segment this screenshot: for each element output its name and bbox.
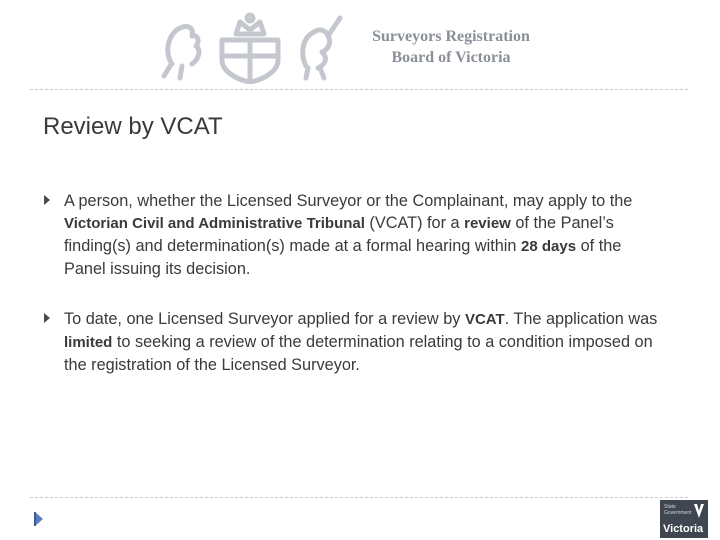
org-name-line1: Surveyors Registration [372,28,530,45]
footer-divider [30,497,688,498]
bullet-text-segment: of the Panel issuing its decision. [64,237,622,278]
emphasis-28-days: 28 days [521,238,577,255]
bullet-text [64,190,664,280]
bullet-text-segment: to seeking a review of the determination relating to a condition imposed on the registration of the Licensed Surveyor. [64,333,653,374]
chevron-right-icon [33,510,47,528]
victoria-v-icon [693,503,705,519]
emphasis-limited: limited [64,334,113,351]
coat-of-arms-icon [150,4,350,84]
emphasis-tribunal: Victorian Civil and Administrative Tribunal [64,215,365,232]
bullet-text-segment: To date, one Licensed Surveyor applied for a review by [64,310,465,328]
bullet-text-segment: A person, whether the Licensed Surveyor or the Complainant, may apply to the [64,192,633,210]
bullet-item [44,308,664,376]
bullet-text [64,308,664,376]
header-divider [30,89,688,90]
emphasis-review: review [464,215,511,232]
bullet-text-segment: . The application was [504,310,658,328]
logo-small-text: State Government [664,504,692,516]
org-name-line2: Board of Victoria [391,49,511,66]
logo-word: Victoria [663,523,704,535]
bullet-text-segment: of the Panel’s finding(s) and determination(s) made at a formal hearing within [64,214,614,255]
bullet-arrow-icon [44,313,50,323]
emphasis-vcat: VCAT [464,311,505,328]
victoria-government-logo [660,500,708,538]
bullet-item [44,190,664,280]
org-name [356,26,546,68]
slide-title: Review by VCAT [43,113,223,140]
bullet-text-segment: (VCAT) for a [364,214,465,232]
bullet-arrow-icon [44,195,50,205]
